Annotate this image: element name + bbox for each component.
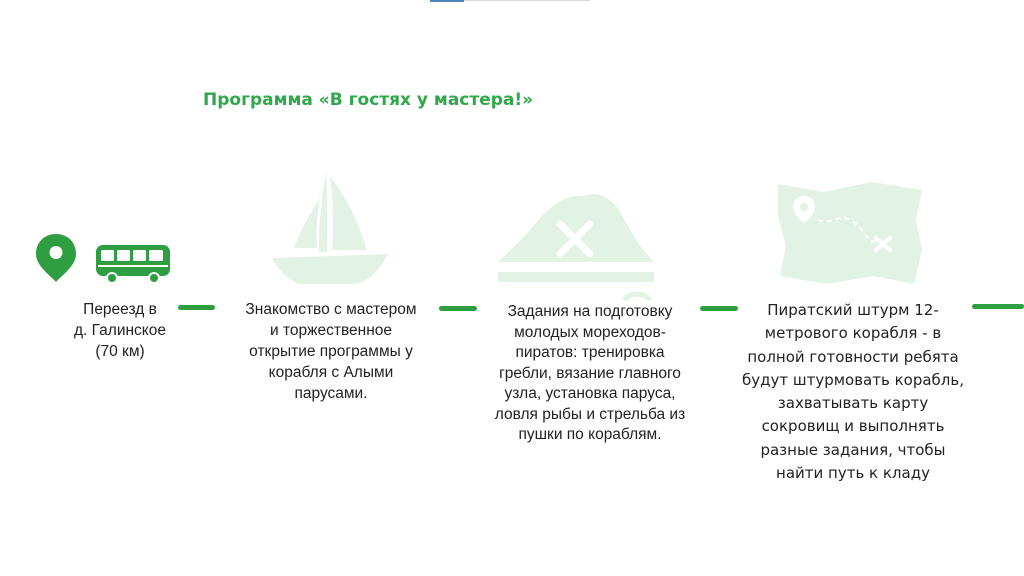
step-2-line: открытие программы у	[249, 343, 413, 360]
sailboat-icon	[270, 168, 392, 286]
step-4-line: Пиратский штурм 12-	[767, 301, 939, 319]
step-4-text	[738, 299, 968, 485]
treasure-map-icon	[776, 180, 924, 286]
step-4-line: найти путь к кладу	[776, 464, 930, 483]
bus-icon	[95, 244, 171, 284]
step-1-line: Переезд в	[83, 301, 157, 318]
step-4-line: будут штурмовать корабль,	[741, 370, 964, 389]
step-3-line: Задания на подготовку	[507, 303, 673, 320]
step-1-line: д. Галинское	[73, 322, 166, 339]
step-3-line: узла, установка паруса,	[504, 385, 676, 402]
timeline-connector	[972, 304, 1024, 309]
step-2-line: Знакомство с мастером	[245, 301, 417, 318]
step-3-line: гребли, вязание главного	[499, 364, 681, 382]
step-1-text	[45, 299, 195, 362]
top-accent-bar-blue	[430, 0, 464, 2]
page-title: Программа «В гостях у мастера!»	[203, 90, 534, 110]
step-2-line: корабля с Алыми	[268, 364, 394, 381]
top-accent-bar-grey	[464, 0, 590, 1]
step-3-line: молодых мореходов-	[514, 323, 666, 341]
step-3-line: пушки по кораблям.	[518, 426, 662, 443]
pirate-hat-icon	[494, 188, 658, 312]
step-4-line: захватывать карту	[777, 394, 929, 413]
step-4-line: метрового корабля - в	[764, 324, 942, 343]
step-3-line: ловля рыбы и стрельба из	[494, 405, 686, 423]
step-2-text	[226, 299, 436, 404]
map-pin-icon	[34, 233, 78, 283]
step-4-line: разные задания, чтобы	[760, 440, 946, 459]
step-2-line: и торжественное	[269, 322, 392, 339]
step-4-line: полной готовности ребята	[747, 347, 959, 366]
step-4-line: сокровищ и выполнять	[761, 417, 945, 436]
step-3-line: пиратов: тренировка	[515, 344, 665, 361]
step-2-line: парусами.	[294, 385, 368, 402]
step-1-line: (70 км)	[95, 343, 145, 360]
top-accent-bar	[430, 0, 590, 2]
step-3-text	[470, 302, 710, 446]
